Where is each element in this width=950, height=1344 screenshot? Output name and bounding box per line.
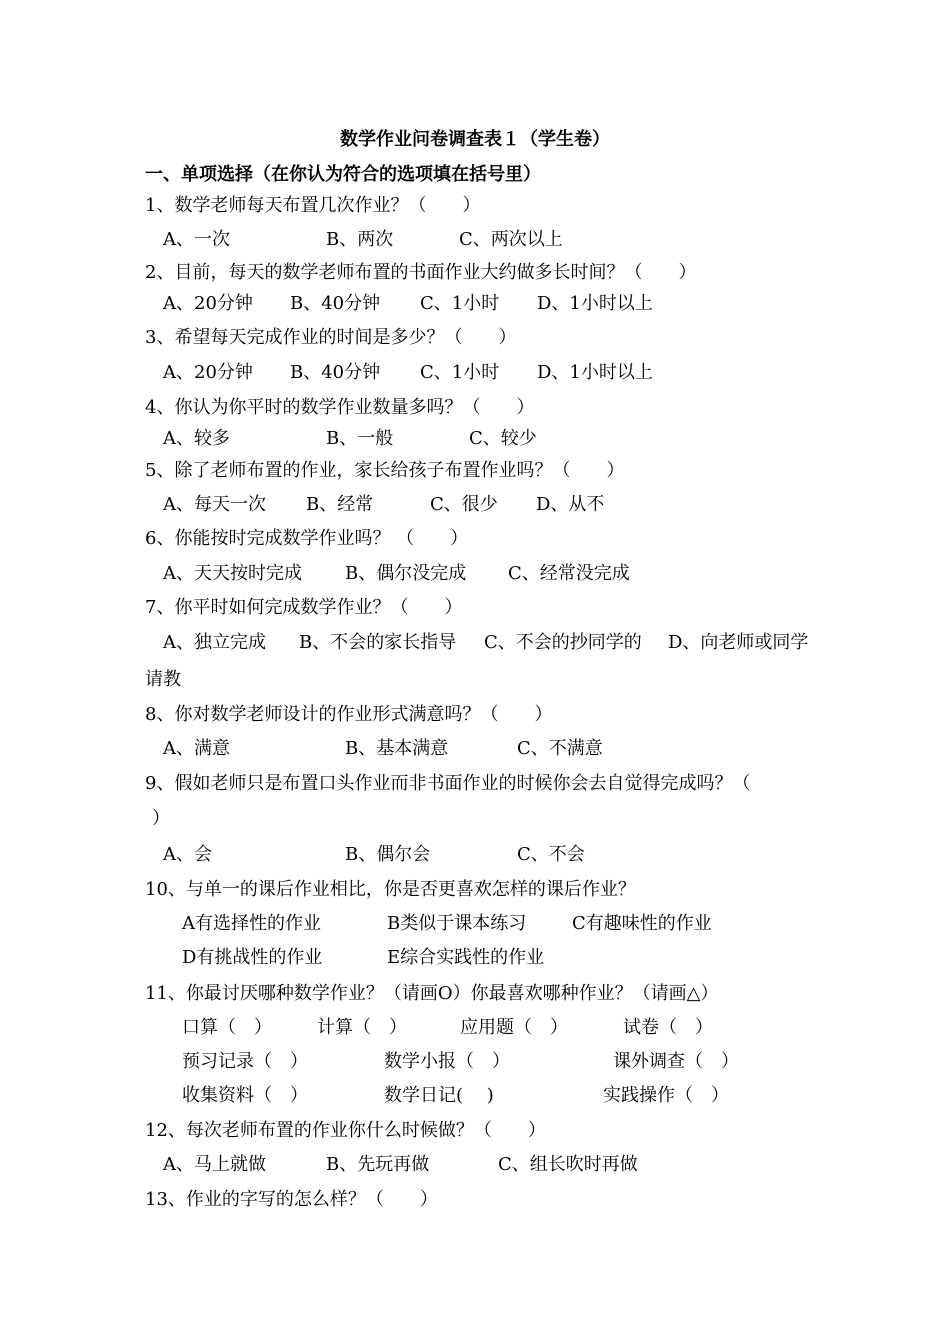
q12-option-b: B、先玩再做 (326, 1154, 430, 1175)
question-2: 2、目前，每天的数学老师布置的书面作业大约做多长时间？（ ） (145, 262, 697, 283)
q2-option-c: C、1小时 (420, 293, 500, 314)
q11-item-yuxi: 预习记录（ ） (182, 1051, 308, 1072)
q2-option-d: D、1小时以上 (537, 293, 653, 314)
q12-option-a: A、马上就做 (163, 1154, 266, 1175)
q11-item-yingyongti: 应用题（ ） (460, 1017, 568, 1038)
q11-item-shijian: 实践操作（ ） (603, 1085, 729, 1106)
question-8: 8、你对数学老师设计的作业形式满意吗？（ ） (145, 704, 553, 725)
q10-option-e: E综合实践性的作业 (387, 947, 545, 968)
q7-option-a: A、独立完成 (163, 632, 266, 653)
section-heading: 一、单项选择（在你认为符合的选项填在括号里） (145, 164, 541, 185)
q6-option-c: C、经常没完成 (508, 563, 630, 584)
q7-option-d-wrap: 请教 (145, 669, 181, 690)
question-9: 9、假如老师只是布置口头作业而非书面作业的时候你会去自觉得完成吗？（ (145, 773, 751, 794)
q11-item-kousuan: 口算（ ） (182, 1017, 272, 1038)
q7-option-d: D、向老师或同学 (668, 632, 809, 653)
q10-option-b: B类似于课本练习 (387, 913, 527, 934)
q10-option-d: D有挑战性的作业 (182, 947, 323, 968)
question-6: 6、你能按时完成数学作业吗？ （ ） (145, 528, 469, 549)
question-13: 13、作业的字写的怎么样？（ ） (145, 1189, 438, 1210)
q9-option-c: C、不会 (517, 844, 585, 865)
q11-item-riji: 数学日记( ) (384, 1085, 494, 1106)
q8-option-a: A、满意 (163, 738, 230, 759)
q4-option-b: B、一般 (326, 428, 394, 449)
q11-item-diaocha: 课外调查（ ） (613, 1051, 739, 1072)
q2-option-b: B、40分钟 (290, 293, 381, 314)
q6-option-a: A、天天按时完成 (163, 563, 302, 584)
q1-option-a: A、一次 (163, 229, 230, 250)
page-title: 数学作业问卷调查表１（学生卷） (340, 129, 610, 150)
q5-option-c: C、很少 (430, 494, 498, 515)
q11-item-jisuan: 计算（ ） (317, 1017, 407, 1038)
q7-option-c: C、不会的抄同学的 (484, 632, 642, 653)
question-1: 1、数学老师每天布置几次作业？（ ） (145, 195, 481, 216)
q6-option-b: B、偶尔没完成 (345, 563, 467, 584)
q7-option-b: B、不会的家长指导 (299, 632, 457, 653)
q5-option-a: A、每天一次 (163, 494, 266, 515)
q11-item-xiaobao: 数学小报（ ） (384, 1051, 510, 1072)
q1-option-c: C、两次以上 (459, 229, 563, 250)
q4-option-a: A、较多 (163, 428, 230, 449)
q9-option-b: B、偶尔会 (345, 844, 431, 865)
q3-option-c: C、1小时 (420, 362, 500, 383)
q9-option-a: A、会 (163, 844, 212, 865)
question-5: 5、除了老师布置的作业，家长给孩子布置作业吗？（ ） (145, 460, 625, 481)
question-4: 4、你认为你平时的数学作业数量多吗？（ ） (145, 397, 535, 418)
question-7: 7、你平时如何完成数学作业？（ ） (145, 597, 463, 618)
q3-option-b: B、40分钟 (290, 362, 381, 383)
q5-option-b: B、经常 (306, 494, 374, 515)
q8-option-b: B、基本满意 (345, 738, 449, 759)
q10-option-c: C有趣味性的作业 (572, 913, 712, 934)
question-12: 12、每次老师布置的作业你什么时候做？（ ） (145, 1120, 546, 1141)
q3-option-d: D、1小时以上 (537, 362, 653, 383)
q12-option-c: C、组长吹时再做 (498, 1154, 638, 1175)
q10-option-a: A有选择性的作业 (182, 913, 321, 934)
question-11: 11、你最讨厌哪种数学作业？（请画O）你最喜欢哪种作业？（请画△） (145, 983, 719, 1004)
question-3: 3、希望每天完成作业的时间是多少？（ ） (145, 327, 517, 348)
q11-item-shijuan: 试卷（ ） (623, 1017, 713, 1038)
question-9-wrap: ） (152, 808, 170, 829)
q3-option-a: A、20分钟 (163, 362, 253, 383)
q8-option-c: C、不满意 (517, 738, 603, 759)
q2-option-a: A、20分钟 (163, 293, 253, 314)
q5-option-d: D、从不 (536, 494, 605, 515)
q1-option-b: B、两次 (326, 229, 394, 250)
q11-item-ziliao: 收集资料（ ） (182, 1085, 308, 1106)
question-10: 10、与单一的课后作业相比，你是否更喜欢怎样的课后作业？ (145, 879, 636, 900)
q4-option-c: C、较少 (469, 428, 537, 449)
